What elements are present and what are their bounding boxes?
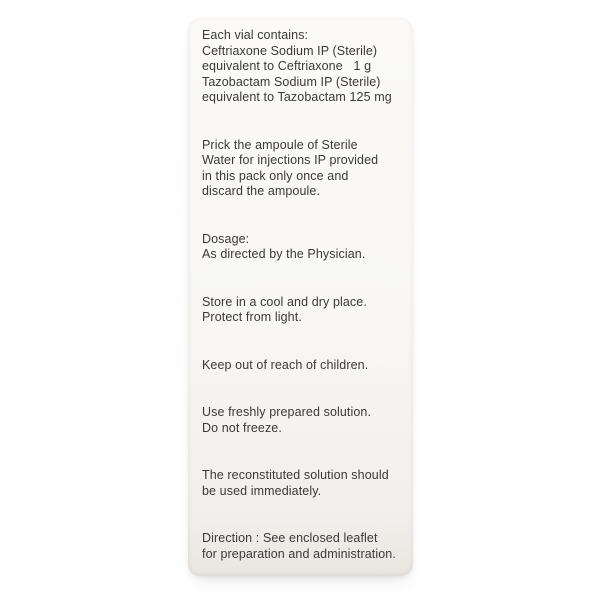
label-text-line: equivalent to Tazobactam 125 mg <box>202 90 392 104</box>
label-text-line: Store in a cool and dry place. <box>202 294 367 309</box>
label-text-line: Direction : See enclosed leaflet <box>202 531 378 545</box>
label-text-line: discard the ampoule. <box>202 184 321 198</box>
label-text-line: Keep out of reach of children. <box>202 357 369 372</box>
label-section-children-warning <box>202 358 405 374</box>
label-section-reconstitution <box>202 468 405 499</box>
label-text-line: Dosage: <box>202 231 250 246</box>
medicine-carton-back-panel <box>188 18 413 576</box>
label-text-area <box>188 18 413 594</box>
label-section-direction <box>202 531 405 562</box>
label-text-line: in this pack only once and <box>202 168 349 183</box>
label-text-line: Use freshly prepared solution. <box>202 405 372 419</box>
label-text-line: Ceftriaxone Sodium IP (Sterile) <box>202 43 378 58</box>
label-text-line: Prick the ampoule of Sterile <box>202 137 358 152</box>
label-section-ampoule-instruction <box>202 138 405 200</box>
label-text-line: Water for injections IP provided <box>202 153 379 167</box>
label-text-line: equivalent to Ceftriaxone 1 g <box>202 59 372 73</box>
label-text-line: The reconstituted solution should <box>202 468 389 482</box>
label-section-dosage <box>202 232 405 263</box>
label-section-solution-use <box>202 405 405 436</box>
label-text-line: Protect from light. <box>202 310 302 324</box>
label-text-line: Each vial contains: <box>202 28 309 42</box>
label-text-line: Tazobactam Sodium IP (Sterile) <box>202 74 381 89</box>
label-text-line: Do not freeze. <box>202 420 282 435</box>
label-section-storage <box>202 295 405 326</box>
label-text-line: be used immediately. <box>202 483 322 498</box>
label-section-composition <box>202 28 405 106</box>
label-text-line: for preparation and administration. <box>202 546 396 561</box>
label-text-line: As directed by the Physician. <box>202 247 366 261</box>
